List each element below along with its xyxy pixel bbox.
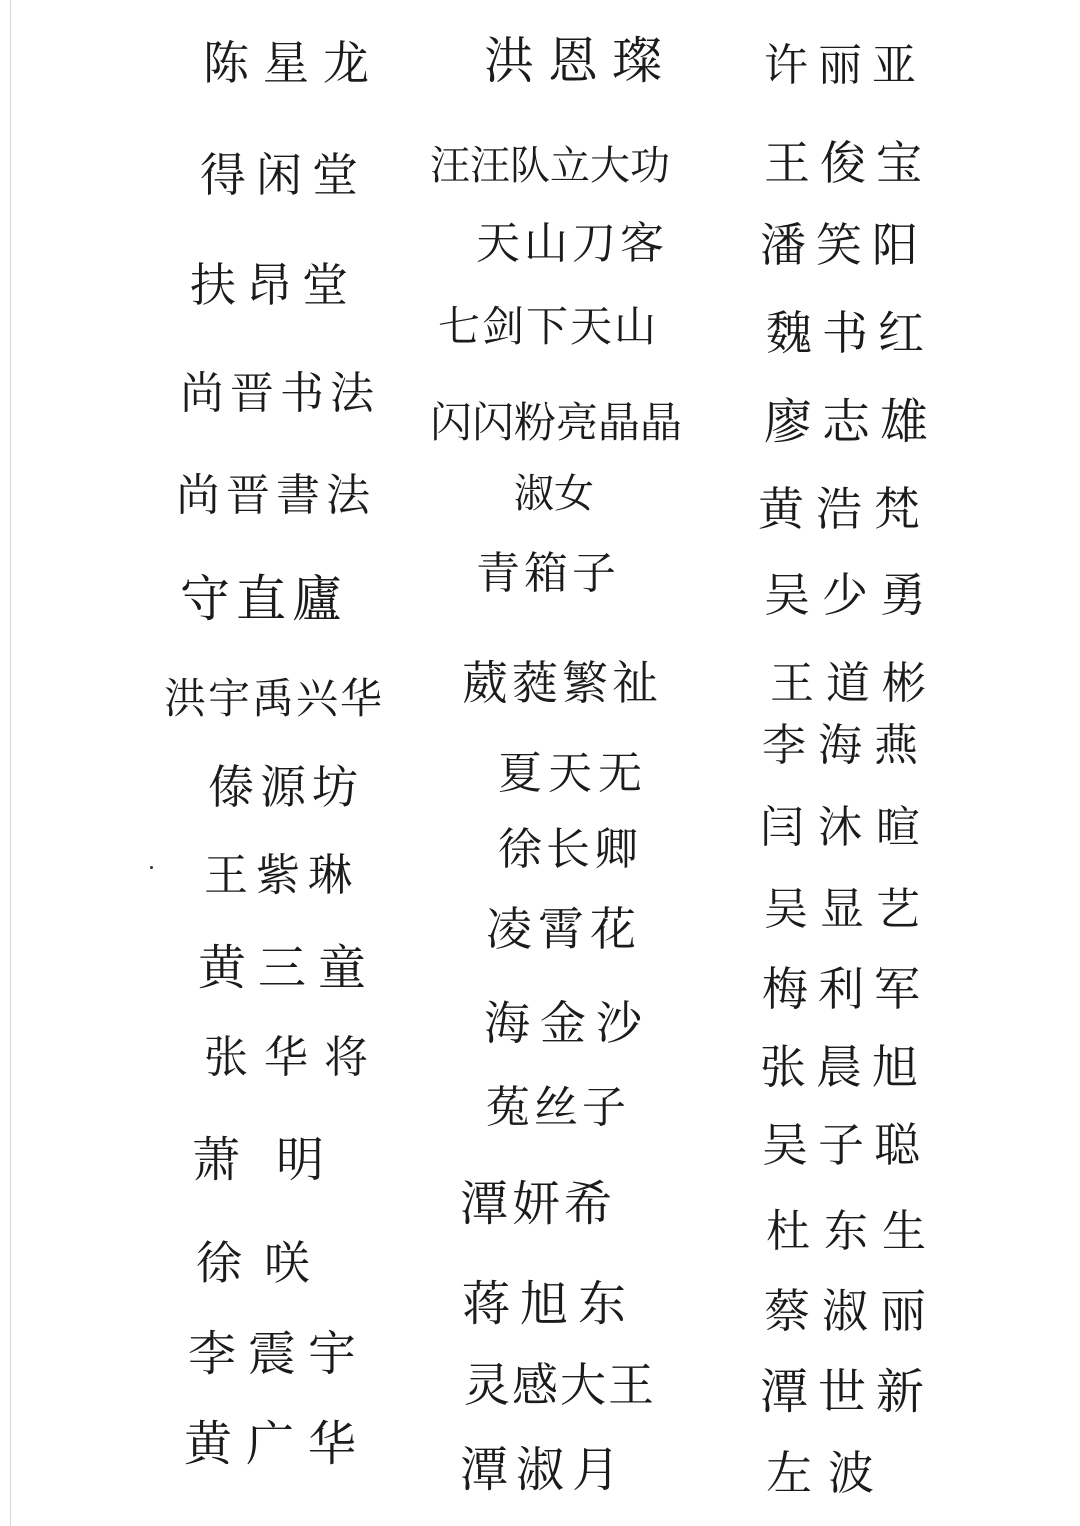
name-entry: 张晨旭 (760, 1040, 928, 1094)
name-entry: 尚晋書法 (176, 470, 376, 521)
name-entry: 吴少勇 (764, 568, 938, 622)
scan-edge-line (10, 0, 11, 1526)
name-entry: 潭世新 (760, 1364, 935, 1420)
name-entry: 七剑下天山 (438, 302, 659, 351)
name-entry: 海金沙 (484, 996, 652, 1050)
name-entry: 洪宇禹兴华 (164, 674, 385, 723)
name-entry: 守直廬 (180, 570, 348, 628)
name-entry: 青箱子 (476, 548, 620, 599)
name-entry: 得闲堂 (200, 148, 368, 202)
name-entry: 王俊宝 (764, 136, 932, 190)
name-entry: 吴子聪 (762, 1118, 930, 1172)
name-entry: 徐长卿 (498, 824, 642, 875)
name-entry: 闫沐暄 (760, 802, 934, 853)
name-entry: 许丽亚 (764, 40, 926, 91)
name-entry: 王道彬 (770, 658, 938, 709)
name-entry: 魏书红 (766, 306, 934, 360)
name-entry: 汪汪队立大功 (430, 143, 670, 189)
name-entry: 洪恩璨 (484, 32, 676, 90)
name-entry: 潘笑阳 (760, 218, 928, 272)
name-entry: 徐咲 (196, 1236, 332, 1290)
name-entry: 闪闪粉亮晶晶 (430, 398, 683, 447)
name-entry: 李海燕 (762, 720, 930, 771)
name-entry: 廖志雄 (764, 394, 939, 450)
name-entry: 尚晋书法 (180, 368, 380, 419)
name-entry: 张华将 (204, 1032, 384, 1083)
ink-speck (150, 866, 153, 869)
name-entry: 葳蕤繁祉 (462, 656, 662, 710)
name-entry: 夏天无 (498, 748, 648, 799)
name-entry: 蔡淑丽 (764, 1284, 938, 1338)
name-entry: 菟丝子 (486, 1082, 630, 1133)
name-entry: 天山刀客 (476, 218, 668, 269)
name-entry: 傣源坊 (208, 760, 364, 814)
name-entry: 潭妍希 (460, 1176, 617, 1232)
name-entry: 王紫琳 (204, 850, 360, 901)
name-entry: 杜东生 (766, 1206, 940, 1257)
name-entry: 黄广华 (184, 1416, 371, 1472)
name-entry: 陈星龙 (203, 36, 383, 90)
name-entry: 黄三童 (198, 940, 379, 996)
name-entry: 李震宇 (188, 1326, 369, 1382)
name-entry: 凌霄花 (486, 902, 642, 956)
name-entry: 黄浩梵 (758, 482, 932, 536)
name-entry: 蒋旭东 (462, 1276, 637, 1332)
name-entry: 灵感大王 (464, 1358, 656, 1412)
name-entry: 梅利军 (762, 962, 930, 1016)
name-entry: 淑女 (514, 471, 594, 517)
name-entry: 吴显艺 (764, 884, 932, 935)
name-entry: 扶昂堂 (190, 258, 358, 312)
name-entry: 潭淑月 (460, 1442, 629, 1498)
name-entry: 萧明 (192, 1132, 361, 1188)
name-entry: 左波 (766, 1446, 890, 1500)
